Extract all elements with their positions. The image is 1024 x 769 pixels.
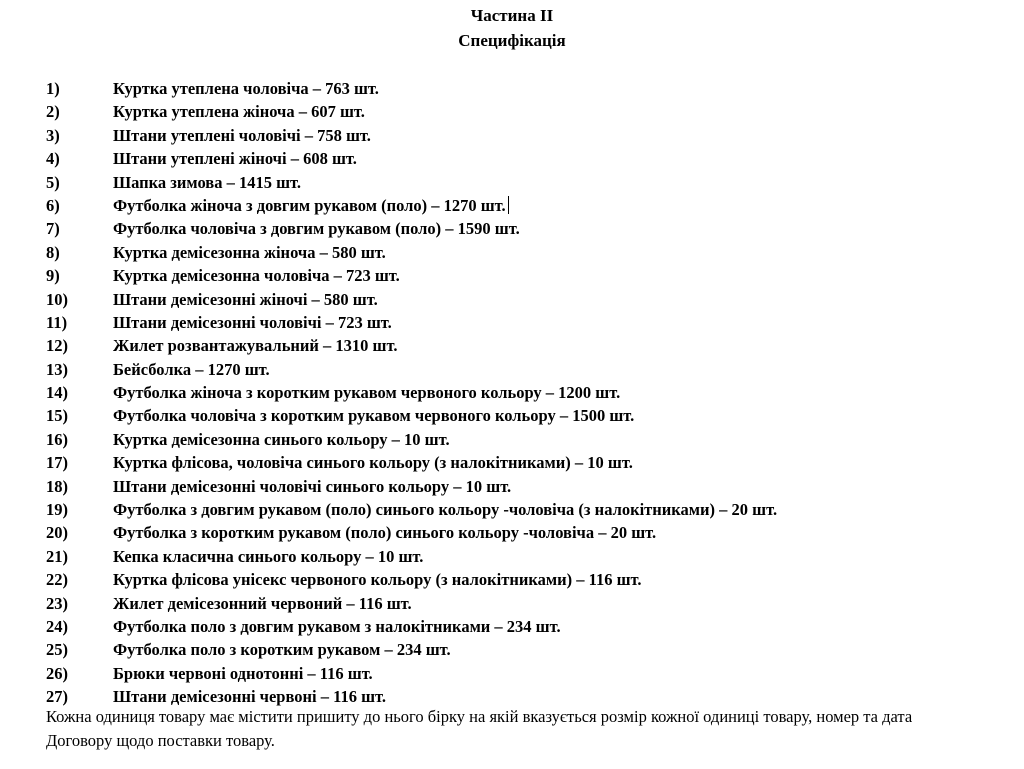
spec-item-number: 18) bbox=[46, 476, 68, 496]
spec-item-number: 16) bbox=[46, 429, 68, 449]
spec-item-text bbox=[113, 592, 412, 615]
spec-item bbox=[46, 592, 1006, 615]
spec-item-label: Куртка флісова унісекс червоного кольору (з налокітниками) – 116 шт. bbox=[113, 570, 642, 590]
spec-item-text bbox=[113, 194, 509, 217]
spec-item-label: Штани утеплені жіночі – 608 шт. bbox=[113, 149, 357, 169]
spec-item bbox=[46, 498, 1006, 521]
spec-item-text bbox=[113, 521, 656, 544]
spec-item-number: 1) bbox=[46, 79, 60, 98]
spec-item-label: Жилет розвантажувальний – 1310 шт. bbox=[113, 336, 398, 356]
spec-item-number: 12) bbox=[46, 336, 68, 356]
spec-item-label: Куртка демісезонна жіноча – 580 шт. bbox=[113, 242, 386, 262]
spec-item-number: 3) bbox=[46, 125, 60, 145]
spec-item-number: 23) bbox=[46, 593, 68, 613]
spec-item-text bbox=[113, 428, 450, 451]
spec-item-label: Футболка поло з коротким рукавом – 234 шт. bbox=[113, 640, 451, 660]
spec-item-number: 27) bbox=[46, 687, 68, 707]
spec-item-text bbox=[113, 381, 620, 404]
spec-item-text bbox=[113, 147, 357, 170]
text-cursor bbox=[508, 196, 509, 214]
spec-item-label: Штани демісезонні жіночі – 580 шт. bbox=[113, 289, 378, 309]
spec-item bbox=[46, 241, 1006, 264]
spec-item-number: 21) bbox=[46, 546, 68, 566]
spec-item-number: 20) bbox=[46, 523, 68, 543]
specification-list bbox=[46, 77, 1006, 709]
spec-item-label: Штани утеплені чоловічі – 758 шт. bbox=[113, 125, 371, 145]
spec-item-number: 15) bbox=[46, 406, 68, 426]
spec-item-text bbox=[113, 241, 386, 264]
spec-item-number: 6) bbox=[46, 195, 60, 215]
spec-item bbox=[46, 475, 1006, 498]
spec-item-text bbox=[113, 217, 520, 240]
spec-item-text bbox=[113, 545, 423, 568]
spec-item-label: Футболка з коротким рукавом (поло) синього кольору -чоловіча – 20 шт. bbox=[113, 523, 657, 543]
spec-item bbox=[46, 217, 1006, 240]
spec-item-label: Кепка класична синього кольору – 10 шт. bbox=[113, 546, 424, 566]
spec-item-label: Куртка демісезонна синього кольору – 10 шт. bbox=[113, 429, 450, 449]
spec-item-text bbox=[113, 451, 633, 474]
spec-item-label: Футболка чоловіча з довгим рукавом (поло) – 1590 шт. bbox=[113, 219, 520, 239]
spec-item bbox=[46, 451, 1006, 474]
spec-item bbox=[46, 288, 1006, 311]
spec-item-label: Шапка зимова – 1415 шт. bbox=[113, 172, 301, 192]
spec-item-number: 9) bbox=[46, 266, 60, 286]
spec-item-label: Штани демісезонні чоловічі синього кольору – 10 шт. bbox=[113, 476, 512, 496]
spec-item bbox=[46, 662, 1006, 685]
spec-item-number: 7) bbox=[46, 219, 60, 239]
spec-item-text bbox=[113, 288, 378, 311]
spec-item-text bbox=[113, 638, 451, 661]
spec-item bbox=[46, 311, 1006, 334]
spec-item bbox=[46, 194, 1006, 217]
spec-item-text bbox=[113, 662, 373, 685]
spec-item-label: Футболка чоловіча з коротким рукавом червоного кольору – 1500 шт. bbox=[113, 406, 635, 426]
spec-item-text bbox=[113, 100, 365, 123]
spec-item-text bbox=[113, 358, 270, 381]
spec-item bbox=[46, 171, 1006, 194]
spec-item-text bbox=[113, 498, 777, 521]
spec-item-label: Брюки червоні однотонні – 116 шт. bbox=[113, 663, 373, 683]
spec-item-label: Куртка утеплена жіноча – 607 шт. bbox=[113, 102, 365, 122]
spec-item-label: Куртка демісезонна чоловіча – 723 шт. bbox=[113, 266, 400, 286]
spec-item-text bbox=[113, 615, 561, 638]
spec-item-text bbox=[113, 311, 392, 334]
spec-item-label: Куртка флісова, чоловіча синього кольору (з налокітниками) – 10 шт. bbox=[113, 453, 633, 473]
spec-item-number: 17) bbox=[46, 453, 68, 473]
spec-item-label: Куртка утеплена чоловіча – 763 шт. bbox=[113, 79, 379, 98]
spec-item-label: Футболка з довгим рукавом (поло) синього кольору -чоловіча (з налокітниками) – 20 шт. bbox=[113, 500, 778, 520]
spec-item-number: 4) bbox=[46, 149, 60, 169]
section-title: Специфікація bbox=[458, 31, 566, 50]
spec-item-text bbox=[113, 171, 301, 194]
spec-item-text bbox=[113, 124, 371, 147]
spec-item bbox=[46, 147, 1006, 170]
spec-item-number: 10) bbox=[46, 289, 68, 309]
spec-item-text bbox=[113, 404, 634, 427]
spec-item bbox=[46, 428, 1006, 451]
spec-item-label: Футболка жіноча з коротким рукавом червоного кольору – 1200 шт. bbox=[113, 383, 621, 403]
spec-item-label: Футболка поло з довгим рукавом з налокітниками – 234 шт. bbox=[113, 616, 561, 636]
spec-item bbox=[46, 124, 1006, 147]
spec-item-number: 24) bbox=[46, 616, 68, 636]
spec-item-number: 14) bbox=[46, 383, 68, 403]
spec-item-number: 22) bbox=[46, 570, 68, 590]
spec-item bbox=[46, 521, 1006, 544]
footer-note: Кожна одиниця товару має містити пришиту до нього бірку на якій вказується розмір кожної одиниці товару, номер та дата Договору щодо поставки товару. bbox=[46, 707, 913, 750]
spec-item-number: 26) bbox=[46, 663, 68, 683]
spec-item-number: 19) bbox=[46, 500, 68, 520]
spec-item bbox=[46, 638, 1006, 661]
spec-item bbox=[46, 568, 1006, 591]
spec-item-number: 8) bbox=[46, 242, 60, 262]
spec-item bbox=[46, 77, 1006, 100]
spec-item bbox=[46, 264, 1006, 287]
spec-item-label: Штани демісезонні чоловічі – 723 шт. bbox=[113, 312, 392, 332]
spec-item-text bbox=[113, 264, 400, 287]
spec-item bbox=[46, 615, 1006, 638]
spec-item-label: Штани демісезонні червоні – 116 шт. bbox=[113, 687, 386, 707]
part-title: Частина ІІ bbox=[470, 6, 554, 25]
spec-item-label: Жилет демісезонний червоний – 116 шт. bbox=[113, 593, 412, 613]
spec-item bbox=[46, 358, 1006, 381]
spec-item-number: 13) bbox=[46, 359, 68, 379]
spec-item-number: 11) bbox=[46, 312, 68, 332]
spec-item bbox=[46, 100, 1006, 123]
spec-item-number: 25) bbox=[46, 640, 68, 660]
spec-item-label: Футболка жіноча з довгим рукавом (поло) – 1270 шт. bbox=[113, 195, 506, 215]
spec-item bbox=[46, 404, 1006, 427]
spec-item-label: Бейсболка – 1270 шт. bbox=[113, 359, 270, 379]
spec-item-number: 5) bbox=[46, 172, 60, 192]
spec-item bbox=[46, 545, 1006, 568]
spec-item-number: 2) bbox=[46, 102, 60, 122]
spec-item-text bbox=[113, 77, 379, 100]
spec-item-text bbox=[113, 475, 511, 498]
spec-item-text bbox=[113, 568, 641, 591]
spec-item-text bbox=[113, 334, 397, 357]
spec-item bbox=[46, 381, 1006, 404]
spec-item bbox=[46, 334, 1006, 357]
